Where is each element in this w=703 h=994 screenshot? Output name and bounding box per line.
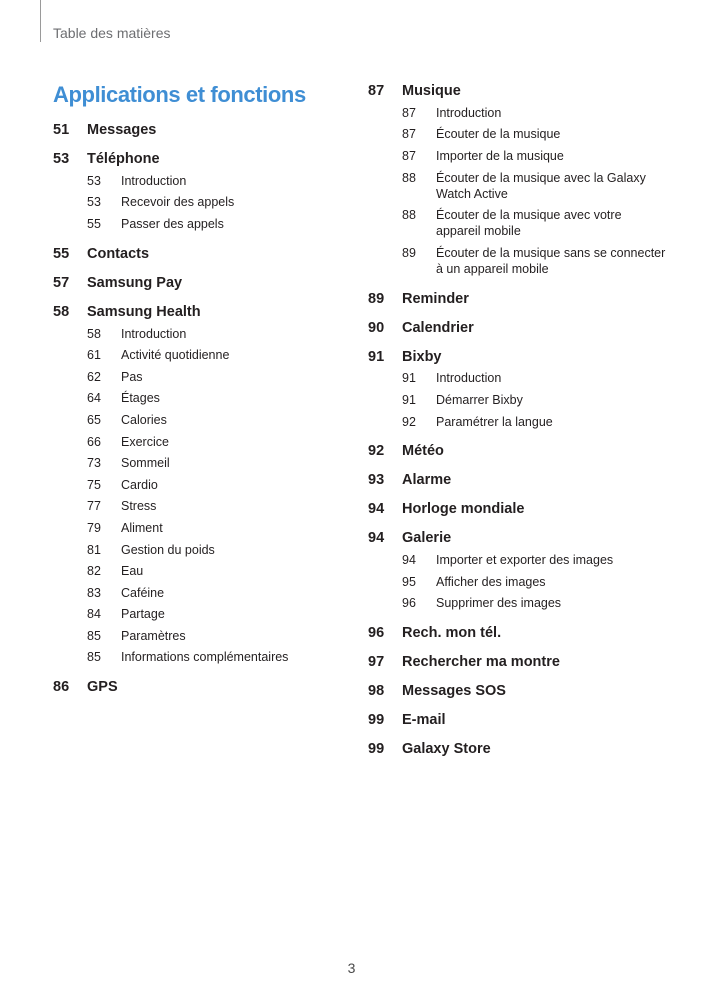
toc-section xyxy=(368,289,668,309)
toc-entry[interactable] xyxy=(368,441,668,461)
toc-sub-label: Gestion du poids xyxy=(121,542,215,557)
toc-sub-label: Importer de la musique xyxy=(436,148,564,163)
toc-entry[interactable] xyxy=(368,652,668,672)
toc-sub-label: Démarrer Bixby xyxy=(436,392,523,407)
toc-entry-page: 90 xyxy=(368,319,385,336)
toc-sub-entry[interactable] xyxy=(368,571,668,593)
toc-sub-label: Écouter de la musique avec la Galaxy Watch Active xyxy=(436,170,646,201)
toc-sub-entry[interactable] xyxy=(368,411,668,433)
toc-sub-page: 85 xyxy=(87,628,101,643)
page-header-title: Table des matières xyxy=(53,25,171,41)
toc-sub-label: Introduction xyxy=(121,326,187,341)
toc-section xyxy=(53,120,353,140)
toc-sub-page: 64 xyxy=(87,391,101,406)
toc-sub-page: 84 xyxy=(87,607,101,622)
toc-sub-page: 66 xyxy=(87,434,101,449)
toc-sub-page: 81 xyxy=(87,542,101,557)
toc-entry-page: 51 xyxy=(53,122,70,138)
toc-entry-page: 53 xyxy=(53,151,70,167)
toc-sub-page: 77 xyxy=(87,499,101,514)
toc-sub-label: Introduction xyxy=(436,371,502,386)
toc-sub-label: Introduction xyxy=(121,173,187,188)
toc-entry-page: 89 xyxy=(368,290,385,307)
toc-sub-page: 87 xyxy=(402,148,416,163)
toc-sub-list xyxy=(53,323,353,669)
toc-entry[interactable] xyxy=(368,739,668,759)
toc-sub-page: 91 xyxy=(402,392,416,407)
toc-entry-label: Alarme xyxy=(402,472,452,489)
toc-entry[interactable] xyxy=(53,677,353,697)
toc-entry-label: Bixby xyxy=(402,348,442,365)
toc-sub-label: Paramètres xyxy=(121,628,186,643)
toc-sub-entry[interactable] xyxy=(53,496,353,518)
toc-entry-label: Contacts xyxy=(87,245,150,262)
toc-sub-entry[interactable] xyxy=(368,242,668,280)
toc-sub-page: 53 xyxy=(87,195,101,210)
toc-section xyxy=(368,652,668,672)
toc-entry[interactable] xyxy=(368,470,668,490)
toc-section xyxy=(53,677,353,697)
toc-entry-page: 98 xyxy=(368,683,385,700)
toc-entry-page: 96 xyxy=(368,625,385,642)
toc-entry[interactable] xyxy=(53,302,353,322)
toc-left-column xyxy=(53,120,353,697)
toc-entry[interactable] xyxy=(368,81,668,101)
toc-sub-entry[interactable] xyxy=(368,167,668,205)
toc-sub-label: Stress xyxy=(121,499,157,514)
toc-sub-entry[interactable] xyxy=(53,192,353,214)
toc-entry-label: Samsung Health xyxy=(87,303,201,320)
toc-sub-list xyxy=(368,368,668,433)
toc-sub-page: 53 xyxy=(87,173,101,188)
toc-entry-label: Reminder xyxy=(402,290,469,307)
toc-sub-label: Supprimer des images xyxy=(436,596,562,611)
toc-section xyxy=(368,499,668,519)
toc-section xyxy=(368,441,668,461)
toc-entry[interactable] xyxy=(368,318,668,338)
toc-entry-page: 99 xyxy=(368,712,385,729)
toc-sub-entry[interactable] xyxy=(368,389,668,411)
toc-sub-label: Introduction xyxy=(436,105,502,120)
toc-sub-label: Recevoir des appels xyxy=(121,195,235,210)
toc-entry-label: E-mail xyxy=(402,712,446,729)
toc-sub-page: 55 xyxy=(87,216,101,231)
toc-sub-label: Importer et exporter des images xyxy=(436,553,614,568)
toc-section xyxy=(368,681,668,701)
toc-sub-entry[interactable] xyxy=(53,625,353,647)
toc-section xyxy=(368,318,668,338)
toc-sub-label: Écouter de la musique avec votre appareil mobile xyxy=(436,208,622,239)
toc-entry[interactable] xyxy=(368,289,668,309)
toc-entry-page: 99 xyxy=(368,741,385,758)
toc-entry-label: Galerie xyxy=(402,530,452,547)
toc-entry[interactable] xyxy=(368,528,668,548)
toc-sub-label: Sommeil xyxy=(121,456,170,471)
toc-sub-page: 92 xyxy=(402,414,416,429)
toc-sub-page: 79 xyxy=(87,520,101,535)
toc-entry-label: Calendrier xyxy=(402,319,474,336)
toc-entry[interactable] xyxy=(368,623,668,643)
toc-section xyxy=(368,528,668,614)
toc-entry-page: 58 xyxy=(53,303,70,320)
toc-sub-label: Caféine xyxy=(121,585,165,600)
toc-sub-label: Partage xyxy=(121,607,165,622)
toc-sub-label: Afficher des images xyxy=(436,574,546,589)
toc-sub-entry[interactable] xyxy=(53,344,353,366)
toc-sub-page: 89 xyxy=(402,245,416,260)
toc-sub-entry[interactable] xyxy=(53,539,353,561)
toc-sub-label: Calories xyxy=(121,412,167,427)
toc-entry-page: 97 xyxy=(368,654,385,671)
toc-sub-label: Étages xyxy=(121,391,160,406)
toc-section xyxy=(368,623,668,643)
toc-sub-page: 95 xyxy=(402,574,416,589)
toc-sub-entry[interactable] xyxy=(53,409,353,431)
toc-sub-label: Activité quotidienne xyxy=(121,348,230,363)
toc-entry[interactable] xyxy=(368,499,668,519)
toc-sub-entry[interactable] xyxy=(53,560,353,582)
toc-sub-page: 61 xyxy=(87,348,101,363)
toc-entry[interactable] xyxy=(368,681,668,701)
toc-sub-label: Cardio xyxy=(121,477,158,492)
toc-section xyxy=(53,149,353,235)
toc-sub-label: Pas xyxy=(121,369,143,384)
toc-entry[interactable] xyxy=(53,244,353,264)
toc-entry-page: 93 xyxy=(368,472,385,489)
toc-sub-page: 94 xyxy=(402,553,416,568)
toc-sub-label: Aliment xyxy=(121,520,163,535)
toc-entry-label: GPS xyxy=(87,679,118,696)
toc-sub-page: 87 xyxy=(402,127,416,142)
toc-entry-page: 94 xyxy=(368,501,385,518)
toc-sub-page: 83 xyxy=(87,585,101,600)
toc-right-column xyxy=(368,81,668,759)
toc-sub-page: 96 xyxy=(402,596,416,611)
toc-sub-label: Exercice xyxy=(121,434,169,449)
toc-section xyxy=(368,347,668,433)
toc-sub-entry[interactable] xyxy=(53,323,353,345)
toc-sub-entry[interactable] xyxy=(368,124,668,146)
toc-sub-page: 73 xyxy=(87,456,101,471)
toc-section xyxy=(53,244,353,264)
page-number: 3 xyxy=(347,960,356,976)
toc-entry-label: Météo xyxy=(402,443,444,460)
toc-entry[interactable] xyxy=(368,710,668,730)
toc-sub-list xyxy=(368,549,668,614)
toc-sub-entry[interactable] xyxy=(53,582,353,604)
toc-sub-label: Paramétrer la langue xyxy=(436,414,553,429)
toc-entry-label: Téléphone xyxy=(87,151,160,167)
toc-sub-entry[interactable] xyxy=(53,213,353,235)
toc-sub-entry[interactable] xyxy=(368,593,668,615)
toc-section xyxy=(368,739,668,759)
toc-sub-label: Écouter de la musique sans se connecter à un appareil mobile xyxy=(436,245,666,276)
toc-sub-label: Eau xyxy=(121,564,144,579)
toc-entry-page: 91 xyxy=(368,348,385,365)
toc-entry-page: 86 xyxy=(53,679,70,696)
section-title: Applications et fonctions xyxy=(53,82,306,107)
toc-sub-entry[interactable] xyxy=(368,368,668,390)
header-divider xyxy=(40,0,41,42)
toc-sub-entry[interactable] xyxy=(53,452,353,474)
toc-sub-entry[interactable] xyxy=(53,647,353,669)
toc-sub-entry[interactable] xyxy=(53,604,353,626)
toc-entry[interactable] xyxy=(53,273,353,293)
toc-sub-entry[interactable] xyxy=(53,388,353,410)
toc-sub-page: 75 xyxy=(87,477,101,492)
toc-sub-list xyxy=(53,170,353,235)
toc-sub-entry[interactable] xyxy=(53,170,353,192)
toc-entry[interactable] xyxy=(53,120,353,140)
toc-sub-page: 88 xyxy=(402,170,416,185)
toc-entry-page: 94 xyxy=(368,530,385,547)
toc-sub-page: 87 xyxy=(402,105,416,120)
toc-section xyxy=(368,81,668,280)
toc-entry-label: Rechercher ma montre xyxy=(402,654,560,671)
toc-sub-page: 91 xyxy=(402,371,416,386)
toc-section xyxy=(368,710,668,730)
toc-sub-page: 88 xyxy=(402,208,416,223)
toc-sub-entry[interactable] xyxy=(53,517,353,539)
toc-sub-entry[interactable] xyxy=(368,549,668,571)
toc-entry-label: Messages SOS xyxy=(402,683,506,700)
toc-entry-page: 87 xyxy=(368,83,385,99)
toc-sub-page: 85 xyxy=(87,650,101,665)
toc-entry-label: Galaxy Store xyxy=(402,741,491,758)
toc-sub-page: 62 xyxy=(87,369,101,384)
toc-sub-entry[interactable] xyxy=(368,145,668,167)
toc-sub-label: Informations complémentaires xyxy=(121,650,289,665)
toc-entry[interactable] xyxy=(368,347,668,367)
toc-section xyxy=(53,273,353,293)
toc-sub-entry[interactable] xyxy=(53,474,353,496)
toc-sub-entry[interactable] xyxy=(368,102,668,124)
toc-sub-page: 65 xyxy=(87,412,101,427)
toc-section xyxy=(368,470,668,490)
toc-entry[interactable] xyxy=(53,149,353,169)
toc-sub-list xyxy=(368,102,668,280)
toc-sub-label: Écouter de la musique xyxy=(436,127,561,142)
toc-sub-entry[interactable] xyxy=(53,366,353,388)
toc-sub-entry[interactable] xyxy=(368,204,668,242)
toc-sub-page: 82 xyxy=(87,564,101,579)
toc-entry-page: 55 xyxy=(53,245,70,262)
toc-sub-label: Passer des appels xyxy=(121,216,224,231)
toc-entry-label: Samsung Pay xyxy=(87,274,183,291)
toc-section xyxy=(53,302,353,669)
toc-entry-label: Horloge mondiale xyxy=(402,501,525,518)
toc-entry-label: Rech. mon tél. xyxy=(402,625,502,642)
toc-entry-label: Messages xyxy=(87,122,157,138)
toc-entry-label: Musique xyxy=(402,83,461,99)
toc-sub-entry[interactable] xyxy=(53,431,353,453)
toc-entry-page: 92 xyxy=(368,443,385,460)
toc-sub-page: 58 xyxy=(87,326,101,341)
toc-entry-page: 57 xyxy=(53,274,70,291)
